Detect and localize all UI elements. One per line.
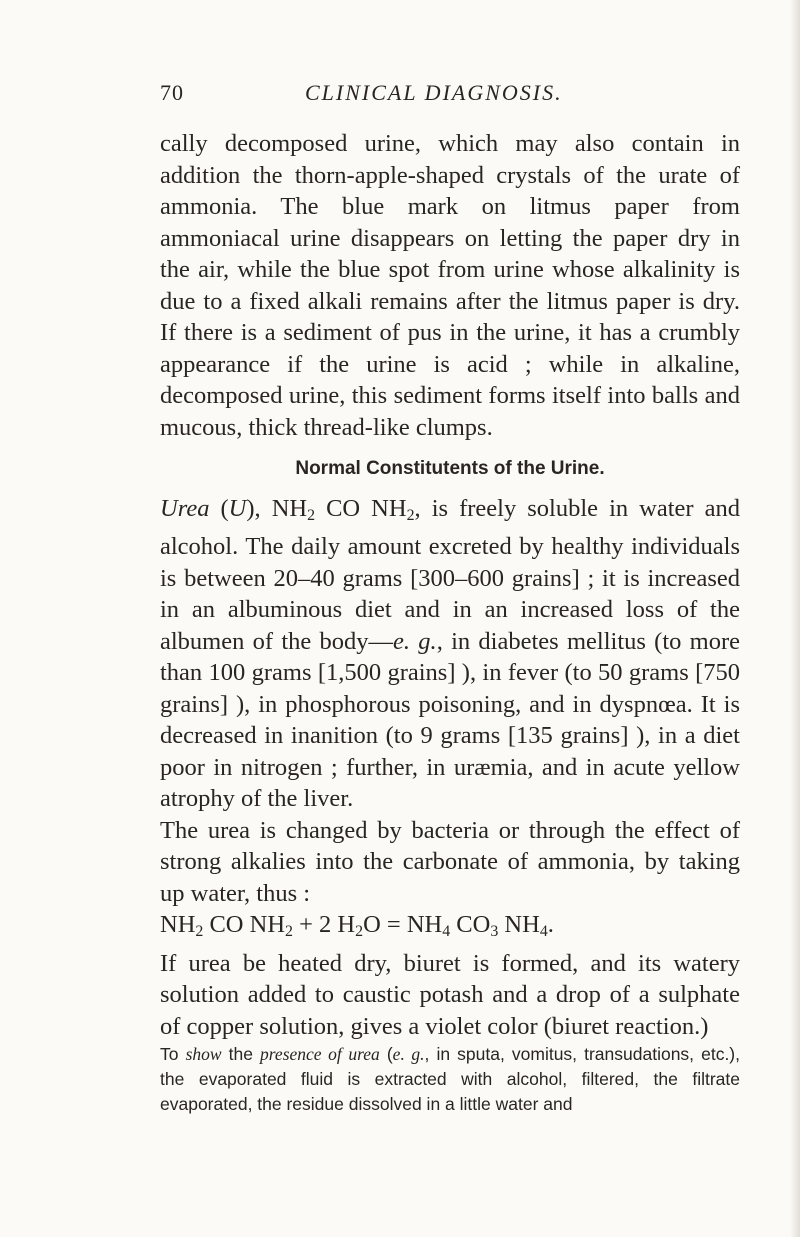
eq-part: . (547, 911, 554, 939)
section-heading: Normal Constitutents of the Urine. (295, 458, 605, 479)
running-head: CLINICAL DIAGNOSIS. (305, 80, 563, 105)
eq-part: + 2 H (292, 911, 356, 939)
body-text (160, 128, 740, 1117)
small-text: the (221, 1044, 261, 1065)
small-text: To (160, 1044, 186, 1065)
urea-text: , is freely soluble in water and alcohol. The daily amount excreted by healthy individuals is between 20–40 grams [300–600 grains] ; it is increased in an albuminous diet and in an increased loss of the albumen of the body— (160, 495, 740, 655)
urea-sub-1: 2 (307, 506, 316, 524)
eq-part: CO (450, 911, 491, 939)
page-number: 70 (160, 80, 184, 105)
small-italic: show (185, 1044, 222, 1065)
eq-part: CO NH (203, 911, 286, 939)
paragraph-small-print (160, 1042, 740, 1117)
urea-formula-1: ), NH (246, 495, 308, 522)
eq-sub: 4 (442, 923, 451, 941)
urea-term: Urea (160, 495, 210, 522)
small-italic: presence of urea (260, 1044, 380, 1065)
urea-formula-2: CO NH (315, 495, 407, 522)
small-text: ( (379, 1044, 393, 1065)
urea-text-2: , in diabetes mellitus (to more than 100 grams [1,500 grains] ), in fever (to 50 grams [750 grains] ), in phosphorous poisoning, and in dyspnœa. It is decreased in inanition (to 9 grams [135 grains] ), in a diet poor in nitrogen ; further, in uræmia, and in acute yellow atrophy of the liver. (160, 627, 741, 813)
paragraph-urea (160, 493, 740, 815)
paragraph-biuret: If urea be heated dry, biuret is formed, and its watery solution added to caustic potash and a drop of a sulphate of copper solution, gives a violet color (biuret reaction.) (160, 949, 740, 1040)
page-header (160, 80, 720, 110)
urea-paren: ( (209, 495, 229, 522)
urea-symbol: U (228, 495, 247, 522)
chemical-equation (160, 909, 740, 947)
eq-part: NH (498, 911, 540, 939)
paragraph-urea-change: The urea is changed by bacteria or through the effect of strong alkalies into the carbonate of ammonia, by taking up water, thus : (160, 816, 740, 907)
eq-sub: 2 (355, 923, 364, 941)
small-text: , in sputa, vomitus, transudations, etc.), the evaporated fluid is extracted with alcohol, filtered, the filtrate evaporated, the residue dissolved in a little water and (160, 1044, 740, 1115)
eq-sub: 2 (195, 923, 204, 941)
urea-eg: e. g. (393, 627, 437, 655)
eq-sub: 2 (285, 923, 293, 941)
eq-part: NH (160, 911, 196, 939)
urea-sub-2: 2 (406, 506, 415, 524)
eq-sub: 3 (490, 923, 499, 941)
eq-part: O = NH (363, 911, 443, 939)
small-italic: e. g. (392, 1044, 425, 1065)
eq-sub: 4 (539, 923, 548, 941)
paragraph-urine-sediment: cally decomposed urine, which may also contain in addition the thorn-apple-shaped crystals of the urate of ammonia. The blue mark on litmus paper from ammoniacal urine disappears on letting the paper dry in the air, while the blue spot from urine whose alkalinity is due to a fixed alkali remains after the litmus paper is dry. If there is a sediment of pus in the urine, it has a crumbly appearance if the urine is acid ; while in alkaline, decomposed urine, this sediment forms itself into balls and mucous, thick thread-like clumps. (160, 130, 740, 441)
page-edge-shadow (790, 0, 800, 1237)
